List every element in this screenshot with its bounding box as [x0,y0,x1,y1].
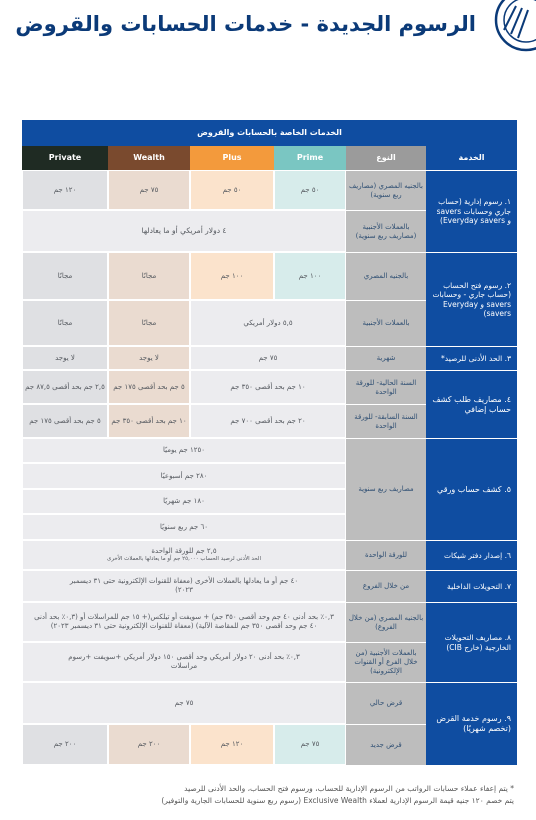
service-loan-fees: ٩. رسوم خدمة القرض (تخصم شهريًا) [426,682,517,765]
type-fx-quarterly: بالعملات الأجنبية (مصاريف ربع سنوية) [346,210,426,252]
cell-value: ٦٠ جم ربع سنويًا [22,514,346,540]
type-new-loan: قرض جديد [346,724,426,765]
cell-value: ٢٠٠ جم [108,724,190,765]
cell-value: ٤٠ جم أو ما يعادلها بالعملات الأخرى (معفاة للقنوات الإلكترونية حتى ٣١ ديسمبر ٢٠٢٣) [22,570,346,602]
service-extra-statement: ٤. مصاريف طلب كشف حساب إضافي [426,370,517,438]
type-fx: بالعملات الأجنبية [346,300,426,346]
cell-value: مجانًا [108,300,190,346]
type-per-sheet: للورقة الواحدة [346,540,426,570]
cell-value: ١٠٠ جم [190,252,274,300]
cell-note: الحد الأدنى لرصيد الحساب ٢٥,٠٠٠ جم أو ما يعادلها بالعملات الأخرى [107,555,261,562]
header-service: الخدمة [426,146,517,170]
cell-value: ١٠٠ جم [274,252,346,300]
header-prime: Prime [274,146,346,170]
header-plus: Plus [190,146,274,170]
cell-value: ٢٠٠ جم [22,724,108,765]
service-admin-fees: ١. رسوم إدارية (حساب جاري وحسابات savers و Everyday savers) [426,170,517,252]
header-private: Private [22,146,108,170]
cell-value: ١٢٠ جم [190,724,274,765]
cell-value: ٢٨٠ جم أسبوعيًا [22,463,346,489]
table-caption: الخدمات الخاصة بالحسابات والقروض [22,120,517,146]
type-current-loan: قرض حالي [346,682,426,724]
checkbook-value-cell [22,540,346,570]
service-internal-transfers: ٧. التحويلات الداخلية [426,570,517,602]
cell-value: لا يوجد [108,346,190,370]
cell-value: ٠,٣٪ بحد أدنى ٢٠ دولار أمريكي وحد أقصى ١٥٠ دولار أمريكي +سويفت +رسوم مراسلات [22,642,346,682]
cell-value: ٥,٥ دولار أمريكي [190,300,346,346]
type-egp: بالجنيه المصري [346,252,426,300]
cell-value: ٢٠ جم بحد أقصى ٧٠٠ جم [190,404,346,438]
cell-value: ٧٥ جم [108,170,190,210]
type-previous-year: السنة السابقة- للورقة الواحدة [346,404,426,438]
type-current-year: السنة الحالية- للورقة الواحدة [346,370,426,404]
cell-value: لا يوجد [22,346,108,370]
cell-value: ١٠ جم بحد أقصى ٣٥٠ جم [190,370,346,404]
cell-value: ٧٥ جم [190,346,346,370]
type-quarterly: مصاريف ربع سنوية [346,438,426,540]
service-opening-fees: ٢. رسوم فتح الحساب (حساب جاري - وحسابات savers و Everyday savers) [426,252,517,346]
bank-logo [486,0,536,52]
cell-value: ٠,٣٪ بحد أدنى ٤٠ جم وحد أقصى ٣٥٠ جم) + سويفت أو تيلكس(+ ١٥ جم للمراسلات أو (٠,٣٪ بحد أدنى ٤٠ جم وحد أقصى ٣٥٠ جم للمقاصة الآلية) (معفاة للقنوات الإلكترونية حتى ٣١ ديسمبر ٢٠٢٣) [22,602,346,642]
service-min-balance: ٣. الحد الأدنى للرصيد* [426,346,517,370]
cell-value: ٥ جم بحد أقصى ١٧٥ جم [22,404,108,438]
header-wealth: Wealth [108,146,190,170]
footnote-1: * يتم إعفاء عملاء حسابات الرواتب من الرسوم الإدارية للحساب، ورسوم فتح الحساب، والحد الأدنى للرصيد [184,784,514,793]
fees-table [22,120,517,765]
cell-value: ٢,٥ جم بحد أقصى ٨٧,٥ جم [22,370,108,404]
cell-value: ٥ جم بحد أقصى ١٧٥ جم [108,370,190,404]
cell-value: ٤ دولار أمريكي أو ما يعادلها [22,210,346,252]
service-external-transfers: ٨. مصاريف التحويلات الخارجية (خارج CIB) [426,602,517,682]
cell-value: ١٢٠ جم [22,170,108,210]
cell-value: ٢,٥ جم للورقة الواحدة [151,547,217,556]
type-monthly: شهرية [346,346,426,370]
cell-value: مجانًا [22,300,108,346]
type-egp-branches: بالجنيه المصري (من خلال الفروع) [346,602,426,642]
page-title: الرسوم الجديدة - خدمات الحسابات والقروض [15,12,476,36]
cell-value: ٥٠ جم [274,170,346,210]
type-egp-quarterly: بالجنيه المصري (مصاريف ربع سنوية) [346,170,426,210]
cell-value: ٥٠ جم [190,170,274,210]
cell-value: مجانًا [108,252,190,300]
cell-value: ١٨٠ جم شهريًا [22,489,346,514]
footnote-2: يتم خصم ١٢٠ جنيه قيمة الرسوم الإدارية لعملاء Exclusive Wealth (رسوم ربع سنوية للحسابات الجارية والتوفير) [161,796,514,805]
cell-value: ٧٥ جم [22,682,346,724]
type-branches: من خلال الفروع [346,570,426,602]
cell-value: مجانًا [22,252,108,300]
type-fx-branch-electronic: بالعملات الأجنبية (من خلال الفرع أو القنوات الإلكترونية) [346,642,426,682]
cell-value: ٧٥ جم [274,724,346,765]
cell-value: ١٢٥٠ جم يوميًا [22,438,346,463]
service-checkbook: ٦. إصدار دفتر شيكات [426,540,517,570]
header-type: النوع [346,146,426,170]
cell-value: ١٠ جم بحد أقصى ٣٥٠ جم [108,404,190,438]
service-paper-statement: ٥. كشف حساب ورقي [426,438,517,540]
